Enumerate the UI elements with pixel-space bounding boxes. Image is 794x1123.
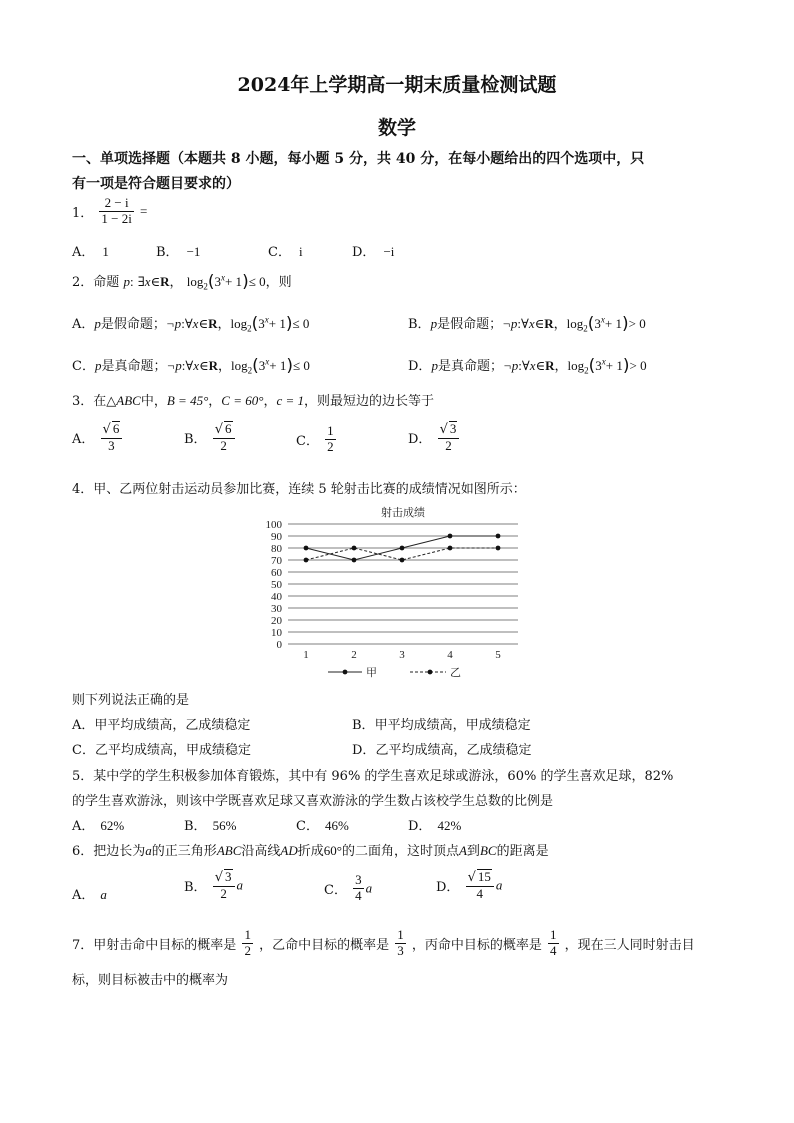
- chart-title: 射击成绩: [381, 507, 425, 519]
- q1-option-c: C． i: [268, 244, 303, 260]
- q6-option-b: B． $\frac{√ 3}{2}$ a: [184, 869, 243, 901]
- data-point-yi: [352, 546, 357, 551]
- y-tick-label: 80: [271, 543, 282, 555]
- y-tick-label: 70: [271, 555, 282, 567]
- q1-frac-den: 1 − 2i: [101, 210, 132, 226]
- question-7-stem: 7．甲射击命中目标的概率是 $\frac{1}{2}$ ，乙命中目标的概率是 $\frac{1}{3}$ ，丙命中目标的概率是 $\frac{1}{4}$ ，现在三人同时射击目: [72, 927, 695, 958]
- data-point-yi: [400, 558, 405, 563]
- page-title: 2024年上学期高一期末质量检测试题: [237, 74, 557, 96]
- shooting-score-chart: [250, 504, 530, 682]
- y-tick-label: 50: [271, 579, 282, 591]
- q5-option-d: D． 42%: [408, 818, 462, 834]
- q4-option-d: D．乙平均成绩高，乙成绩稳定: [352, 743, 532, 758]
- x-tick-label: 2: [351, 649, 357, 661]
- section-heading-cont: 有一项是符合题目要求的）: [72, 176, 240, 192]
- section-heading: 一、单项选择题（本题共 8 小题，每小题 5 分，共 40 分，在每小题给出的四个选项中，只: [72, 151, 645, 167]
- question-2-stem: 2．命题 p: ∃x∈R， $\log_2(3^x+ 1)\le 0$，则: [72, 272, 292, 292]
- q3-option-b: B． $\frac{√ 6}{2}$: [184, 421, 237, 454]
- q5-option-b: B． 56%: [184, 818, 237, 834]
- x-tick-label: 3: [399, 649, 405, 661]
- q2-option-c: C．p是真命题；¬p:∀x∈R，$\log_2(3^x+ 1)\le 0$: [72, 356, 310, 376]
- q1-fraction: [99, 196, 133, 227]
- x-tick-label: 1: [303, 649, 309, 661]
- q1-number: 1．: [72, 205, 94, 221]
- q2-option-d: D．p是真命题；¬p:∀x∈R，$\log_2(3^x+ 1)> 0$: [408, 356, 647, 376]
- y-tick-label: 40: [271, 591, 282, 603]
- question-5-line1: 5．某中学的学生积极参加体育锻炼，其中有 96% 的学生喜欢足球或游泳，60% 的学生喜欢足球，82%: [72, 769, 674, 784]
- question-1-stem: [72, 196, 147, 227]
- data-point-jia: [352, 558, 357, 563]
- data-point-jia: [448, 534, 453, 539]
- q6-option-c: C． $\frac{3}{4}$ a: [324, 872, 373, 903]
- subject-title: 数学: [377, 117, 416, 139]
- q3-option-d: D． $\frac{√ 3}{2}$: [408, 421, 461, 454]
- data-point-yi: [496, 546, 501, 551]
- legend-marker-yi: [428, 670, 433, 675]
- question-6-stem: 6．把边长为a的正三角形ABC沿高线AD折成60°的二面角，这时顶点A到BC的距离是: [72, 843, 549, 859]
- q1-frac-num: 2 − i: [104, 195, 129, 210]
- q3-option-c: C． $\frac{1}{2}$: [296, 423, 334, 454]
- y-tick-label: 20: [271, 615, 282, 627]
- data-point-jia: [304, 546, 309, 551]
- legend-label-yi: 乙: [450, 667, 461, 679]
- data-point-yi: [304, 558, 309, 563]
- y-tick-label: 100: [265, 519, 282, 531]
- q3-option-a: A． $\frac{√ 6}{3}$: [72, 421, 124, 454]
- q2-option-a: A．p是假命题；¬p:∀x∈R，$\log_2(3^x+ 1)\le 0$: [72, 314, 310, 334]
- q4-option-c: C．乙平均成绩高，甲成绩稳定: [72, 743, 251, 758]
- question-5-line2: 的学生喜欢游泳，则该中学既喜欢足球又喜欢游泳的学生数占该校学生总数的比例是: [72, 794, 554, 809]
- q1-option-d: D． −i: [352, 244, 395, 260]
- x-tick-label: 4: [447, 649, 453, 661]
- y-tick-label: 10: [271, 627, 282, 639]
- q5-option-a: A． 62%: [72, 818, 125, 834]
- question-4-stem: 4．甲、乙两位射击运动员参加比赛，连续 5 轮射击比赛的成绩情况如图所示：: [72, 482, 526, 497]
- data-point-jia: [496, 534, 501, 539]
- y-tick-label: 30: [271, 603, 282, 615]
- question-3-stem: 3．在△ABC中，B = 45°，C = 60°，c = 1，则最短边的边长等于: [72, 393, 435, 409]
- y-tick-label: 0: [276, 639, 282, 651]
- data-point-jia: [400, 546, 405, 551]
- y-tick-label: 60: [271, 567, 282, 579]
- q4-follow-up: 则下列说法正确的是: [72, 693, 190, 708]
- q6-option-a: A． a: [72, 887, 107, 903]
- q1-option-a: A． 1: [72, 244, 109, 260]
- q2-option-b: B．p是假命题；¬p:∀x∈R，$\log_2(3^x+ 1)> 0$: [408, 314, 646, 334]
- legend-marker-jia: [343, 670, 348, 675]
- legend-label-jia: 甲: [366, 667, 377, 679]
- q6-option-d: D． $\frac{√ 15}{4}$ a: [436, 869, 503, 901]
- q1-equals: =: [140, 203, 148, 219]
- data-point-yi: [448, 546, 453, 551]
- q4-option-b: B．甲平均成绩高，甲成绩稳定: [352, 718, 531, 733]
- q5-option-c: C． 46%: [296, 818, 349, 834]
- y-tick-label: 90: [271, 531, 282, 543]
- q1-option-b: B． −1: [156, 244, 201, 260]
- question-7-line2: 标，则目标被击中的概率为: [72, 973, 229, 988]
- x-tick-label: 5: [495, 649, 501, 661]
- q4-option-a: A．甲平均成绩高，乙成绩稳定: [72, 718, 251, 733]
